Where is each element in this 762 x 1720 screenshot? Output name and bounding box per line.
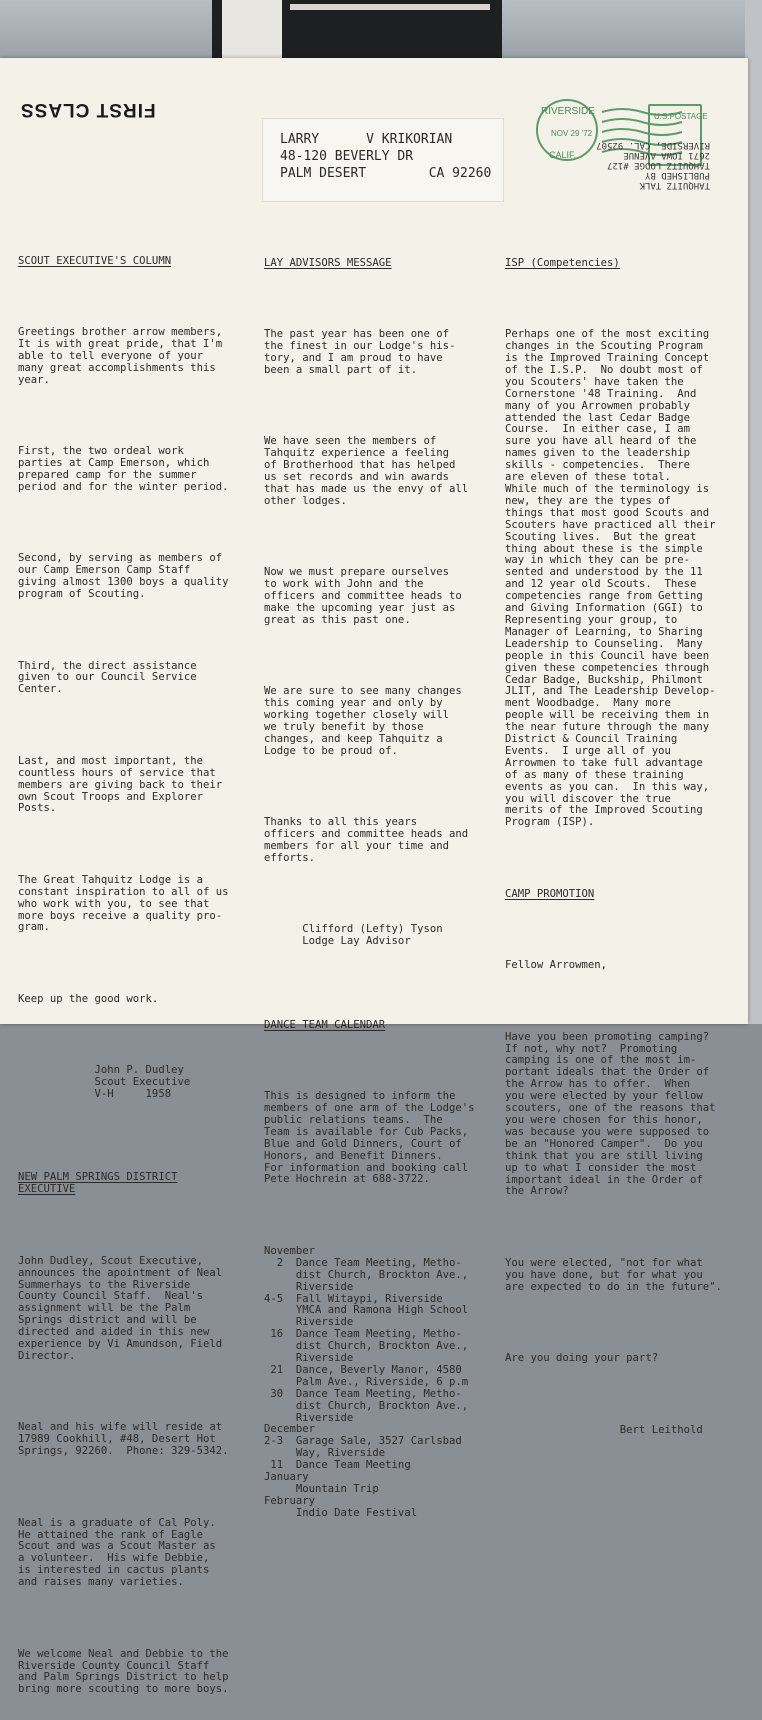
paragraph: Neal is a graduate of Cal Poly. He attained the rank of Eagle Scout and was a Scout Master as a volunteer. His wife Debbie, is interested in cactus plants and raises many varieties. [18,1516,216,1589]
postmark-city: RIVERSIDE [541,106,595,117]
heading-camp-promotion: CAMP PROMOTION [505,887,595,900]
paragraph: John Dudley, Scout Executive, announces the apointment of Neal Summerhays to the Riverside County Council Staff. Neal's assignment will be the Palm Springs district and will be directed and aided in this new experience by Vi Amundson, Field Director. [18,1254,223,1363]
column-scout-executive [18,232,248,1720]
stamp-label: U.S.POSTAGE [654,112,708,121]
heading-lay-advisors-message: LAY ADVISORS MESSAGE [264,256,392,269]
mailing-address [280,131,491,182]
paragraph: Perhaps one of the most exciting changes in the Scouting Program is the Improved Training Concept of the I.S.P. No doubt most of you Scouters' have taken the Cornerstone '48 Training. And many of you Arrowmen probably attended the last Cedar Badge Course. In either case, I am sure you have all heard of the names given to the leadership skills - competencies. There are eleven of these total. While much of the terminology is new, they are the types of things that most good Scouts and Scouters have practiced all their Scouting lives. But the great thing about these is the simple way in which they can be pre- sented and understood by the 11 and 12 year old Scouts. These competencies range from Getting and Giving Information (GGI) to Representing your group, to Manager of Learning, to Sharing Leadership to Counseling. Many people in this Council have been given these competencies through Cedar Badge, Buckship, Philmont JLIT, and The Leadership Develop- ment Woodbadge. Many more people will be receiving them in the near future through the many District & Council Training Events. I urge all of you Arrowmen to take full advantage of as many of these training events as you can. In this way, you will discover the true merits of the Improved Scouting Program (ISP). [505,328,716,829]
paragraph: Fellow Arrowmen, [505,959,608,972]
heading-dance-team-calendar: DANCE TEAM CALENDAR [264,1018,386,1031]
scanner-edge [290,4,490,10]
column-isp [505,234,745,1460]
heading-new-district-executive: NEW PALM SPRINGS DISTRICT EXECUTIVE [18,1171,178,1196]
return-address [560,140,710,190]
paragraph: We welcome Neal and Debbie to the Riverside County Council Staff and Palm Springs District to help bring more scouting to more boys. [18,1647,229,1696]
address-line-3: PALM DESERT CA 92260 [280,166,492,181]
return-line-5: RIVERSIDE, CAL. 92507 [596,140,710,150]
paragraph: First, the two ordeal work parties at Camp Emerson, which prepared camp for the summer period and for the winter period. [18,445,229,493]
first-class-label: FIRST CLASS [20,99,156,120]
paragraph: Keep up the good work. [18,992,159,1005]
signature-tyson: Clifford (Lefty) Tyson Lodge Lay Advisor [302,923,443,948]
signature-dudley: John P. Dudley Scout Executive V-H 1958 [94,1064,191,1101]
column-lay-advisor [264,234,494,1544]
paragraph: You were elected, "not for what you have done, but for what you are expected to do in the future". [505,1256,722,1293]
return-line-2: PUBLISHED BY [644,170,710,180]
paragraph: We are sure to see many changes this coming year and only by working together closely will we truly benefit by those changes, and keep Tahquitz a Lodge to be proud of. [264,685,462,757]
paragraph: The Great Tahquitz Lodge is a constant inspiration to all of us who work with you, to see that more boys receive a quality pro- gram. [18,873,229,934]
paragraph: Have you been promoting camping? If not, why not? Promoting camping is one of the most im- portant ideals that the Order of the Arrow has to offer. When you were elected by your fellow scouters, one of the reasons that you were chosen for this honor, was because you were supposed to be an "Honored Camper". Do you think that you are still living up to what I consider the most important ideal in the Order of the Arrow? [505,1030,716,1198]
paragraph: Thanks to all this years officers and committee heads and members for all your time and efforts. [264,816,469,865]
paragraph: Last, and most important, the countless hours of service that members are giving back to their own Scout Troops and Explorer Posts. [18,754,223,815]
return-line-3: TAHQUITZ LODGE #127 [607,160,710,170]
address-line-1: LARRY V KRIKORIAN [280,132,453,147]
dance-calendar-list: November 2 Dance Team Meeting, Metho- dist Church, Brockton Ave., Riverside 4-5 Fall Witaypi, Riverside YMCA and Ramona High School Riverside 16 Dance Team Meeting, Metho- dist Church, Brockton Ave., Riverside 21 Dance, Beverly Manor, 4580 Palm Ave., Riverside, 6 p.m 30 Dance Team Meeting, Metho- dist Church, Brockton Ave., Riverside December 2-3 Garage Sale, 3527 Carlsbad Way, Riverside 11 Dance Team Meeting January Mountain Trip February Indio Date Festival [264,1244,469,1519]
paragraph: The past year has been one of the finest in our Lodge's his- tory, and I am proud to have been a small part of it. [264,328,456,376]
newsletter-page [0,58,748,1696]
paragraph: Third, the direct assistance given to our Council Service Center. [18,659,197,696]
return-line-4: 2671 IOWA AVENUE [623,150,710,160]
paragraph: This is designed to inform the members of one arm of the Lodge's public relations teams. The Team is available for Cub Packs, Blue and Gold Dinners, Court of Honors, and Benefit Dinners. For information and booking call Pete Hochrein at 688-3722. [264,1090,475,1186]
heading-scout-executive-column: SCOUT EXECUTIVE'S COLUMN [18,254,172,267]
signature-leithold: Bert Leithold [505,1423,703,1436]
postmark-state: CALIF. [549,150,577,160]
paragraph: Are you doing your part? [505,1352,659,1365]
paragraph: We have seen the members of Tahquitz experience a feeling of Brotherhood that has helped us set records and win awards that has made us the envy of all other lodges. [264,435,469,507]
address-line-2: 48-120 BEVERLY DR [280,149,414,164]
scanner-label [222,0,282,62]
paragraph: Now we must prepare ourselves to work with John and the officers and committee heads to make the upcoming year just as great as this past one. [264,566,462,626]
heading-isp-competencies: ISP (Competencies) [505,256,620,269]
return-line-1: TAHQUITZ TALK [639,180,710,190]
paragraph: Greetings brother arrow members, It is with great pride, that I'm able to tell everyone of your many great accomplishments this year. [18,326,223,386]
paragraph: Neal and his wife will reside at 17989 Cookhill, #48, Desert Hot Springs, 92260. Phone: 329-5342. [18,1421,229,1458]
postmark-date: NOV 29 '72 [551,129,593,138]
paragraph: Second, by serving as members of our Camp Emerson Camp Staff giving almost 1300 boys a quality program of Scouting. [18,552,229,601]
